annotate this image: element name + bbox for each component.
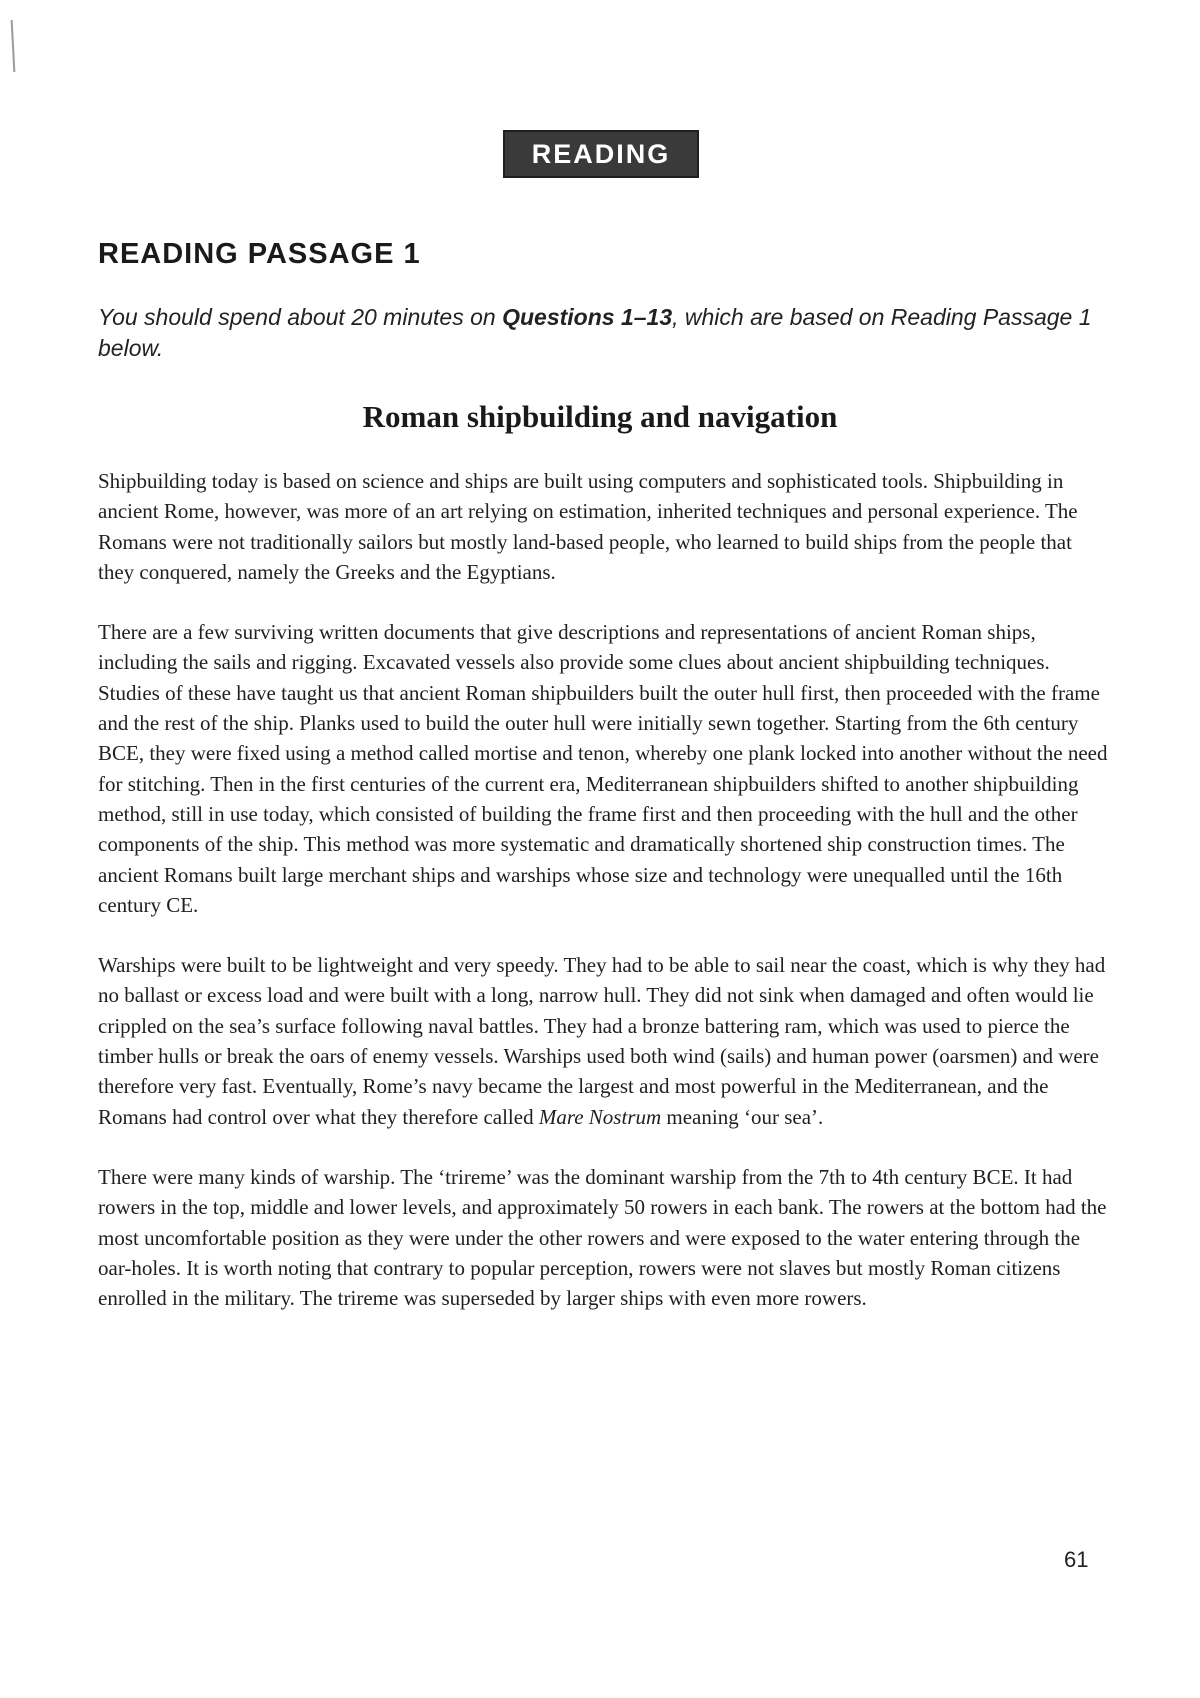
scan-edge-mark [11, 20, 16, 72]
instructions-tail: , which are based on Reading Passage 1 below. [98, 304, 1092, 361]
paragraph-2: There are a few surviving written documents that give descriptions and representations of ancient Roman ships, including the sails and rigging. Excavated vessels also provide some clues about ancient shipbuilding techniques. Studies of these have taught us that ancient Roman shipbuilders built the outer hull first, then proceeded with the frame and the rest of the ship. Planks used to build the outer hull were initially sewn together. Starting from the 6th century BCE, they were fixed using a method called mortise and tenon, whereby one plank locked into another without the need for stitching. Then in the first centuries of the current era, Mediterranean shipbuilders shifted to another shipbuilding method, still in use today, which consisted of building the frame first and then proceeding with the hull and the other components of the ship. This method was more systematic and dramatically shortened ship construction times. The ancient Romans built large merchant ships and warships whose size and technology were unequalled until the 16th century CE. [98, 620, 1108, 917]
article-body [98, 466, 1108, 1343]
section-badge: READING [503, 130, 699, 178]
paragraph-4: There were many kinds of warship. The ‘trireme’ was the dominant warship from the 7th to 4th century BCE. It had rowers in the top, middle and lower levels, and approximately 50 rowers in each bank. The rowers at the bottom had the most uncomfortable position as they were under the other rowers and were exposed to the water entering through the oar-holes. It is worth noting that contrary to popular perception, rowers were not slaves but mostly Roman citizens enrolled in the military. The trireme was superseded by larger ships with even more rowers. [98, 1164, 1107, 1311]
paragraph-3-text: Warships were built to be lightweight and very speedy. They had to be able to sail near the coast, which is why they had no ballast or excess load and were built with a long, narrow hull. They did not sink when damaged and often would lie crippled on the sea’s surface following naval battles. They had a bronze battering ram, which was used to pierce the timber hulls or break the oars of enemy vessels. Warships used both wind (sails) and human power (oarsmen) and were therefore very fast. Eventually, Rome’s navy became the largest and most powerful in the Mediterranean, and the Romans had control over what they therefore called [98, 953, 1106, 1129]
paragraph-3 [98, 950, 1108, 1132]
page-number: 61 [1064, 1547, 1089, 1572]
passage-heading: READING PASSAGE 1 [98, 238, 421, 270]
article-title: Roman shipbuilding and navigation [362, 399, 838, 434]
paragraph-3-end: meaning ‘our sea’. [661, 1104, 824, 1129]
instructions [98, 302, 1108, 364]
instructions-lead: You should spend about 20 minutes on [98, 304, 503, 330]
mare-nostrum-term: Mare Nostrum [538, 1104, 662, 1129]
instructions-questions: Questions 1–13 [502, 304, 673, 330]
paragraph-1: Shipbuilding today is based on science and ships are built using computers and sophisticated tools. Shipbuilding in ancient Rome, however, was more of an art relying on estimation, inherited techniques and personal experience. The Romans were not traditionally sailors but mostly land-based people, who learned to build ships from the people that they conquered, namely the Greeks and the Egyptians. [98, 469, 1078, 584]
